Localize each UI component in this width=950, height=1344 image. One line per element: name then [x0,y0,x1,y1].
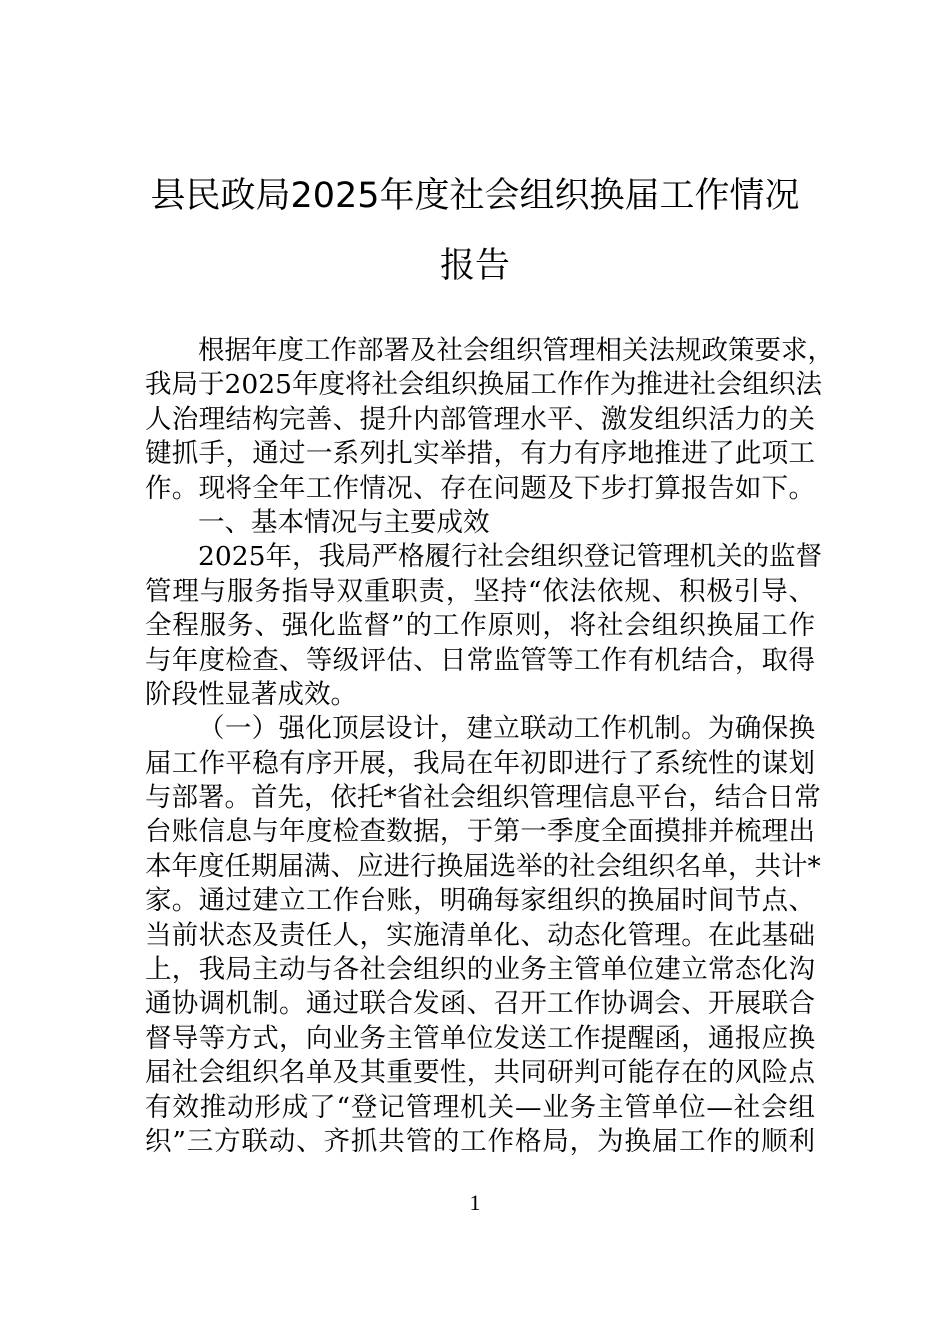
body-line: 届社会组织名单及其重要性，共同研判可能存在的风险点 [145,1057,815,1089]
body-line: 督导等方式，向业务主管单位发送工作提醒函，通报应换 [145,1022,815,1054]
document-title-line-2: 报告 [439,246,510,286]
page-number: 1 [469,1190,481,1215]
body-line: 2025年，我局严格履行社会组织登记管理机关的监督 [198,541,822,573]
body-line: 根据年度工作部署及社会组织管理相关法规政策要求， [198,335,834,366]
body-line: 阶段性显著成效。 [145,678,357,710]
body-line: 当前状态及责任人，实施清单化、动态化管理。在此基础 [145,919,815,951]
body-line: 有效推动形成了“登记管理机关—业务主管单位—社会组 [145,1091,815,1123]
body-line: 本年度任期届满、应进行换届选举的社会组织名单，共计* [145,850,821,882]
body-line: 键抓手，通过一系列扎实举措，有力有序地推进了此项工 [145,438,815,470]
body-line: 与年度检查、等级评估、日常监管等工作有机结合，取得 [145,644,815,676]
body-line: 与部署。首先，依托*省社会组织管理信息平台，结合日常 [145,782,821,814]
body-line: 管理与服务指导双重职责，坚持“依法依规、积极引导、 [145,575,815,607]
body-line: 作。现将全年工作情况、存在问题及下步打算报告如下。 [145,472,815,504]
section-heading: 一、基本情况与主要成效 [198,506,490,538]
body-line: 上，我局主动与各社会组织的业务主管单位建立常态化沟 [145,954,815,986]
body-line: 家。通过建立工作台账，明确每家组织的换届时间节点、 [145,885,815,917]
body-line: 我局于2025年度将社会组织换届工作作为推进社会组织法 [145,369,822,401]
body-line: 全程服务、强化监督”的工作原则，将社会组织换届工作 [145,610,815,642]
body-line: 台账信息与年度检查数据，于第一季度全面摸排并梳理出 [145,816,815,848]
subsection-heading-line: （一）强化顶层设计，建立联动工作机制。为确保换 [198,713,815,745]
document-body [145,334,834,1159]
body-line: 届工作平稳有序开展，我局在年初即进行了系统性的谋划 [145,747,815,779]
document-title-line-1: 县民政局2025年度社会组织换届工作情况 [150,176,800,216]
body-line: 人治理结构完善、提升内部管理水平、激发组织活力的关 [145,403,815,435]
body-line: 织”三方联动、齐抓共管的工作格局，为换届工作的顺利 [145,1125,815,1157]
body-line: 通协调机制。通过联合发函、召开工作协调会、开展联合 [145,988,815,1020]
